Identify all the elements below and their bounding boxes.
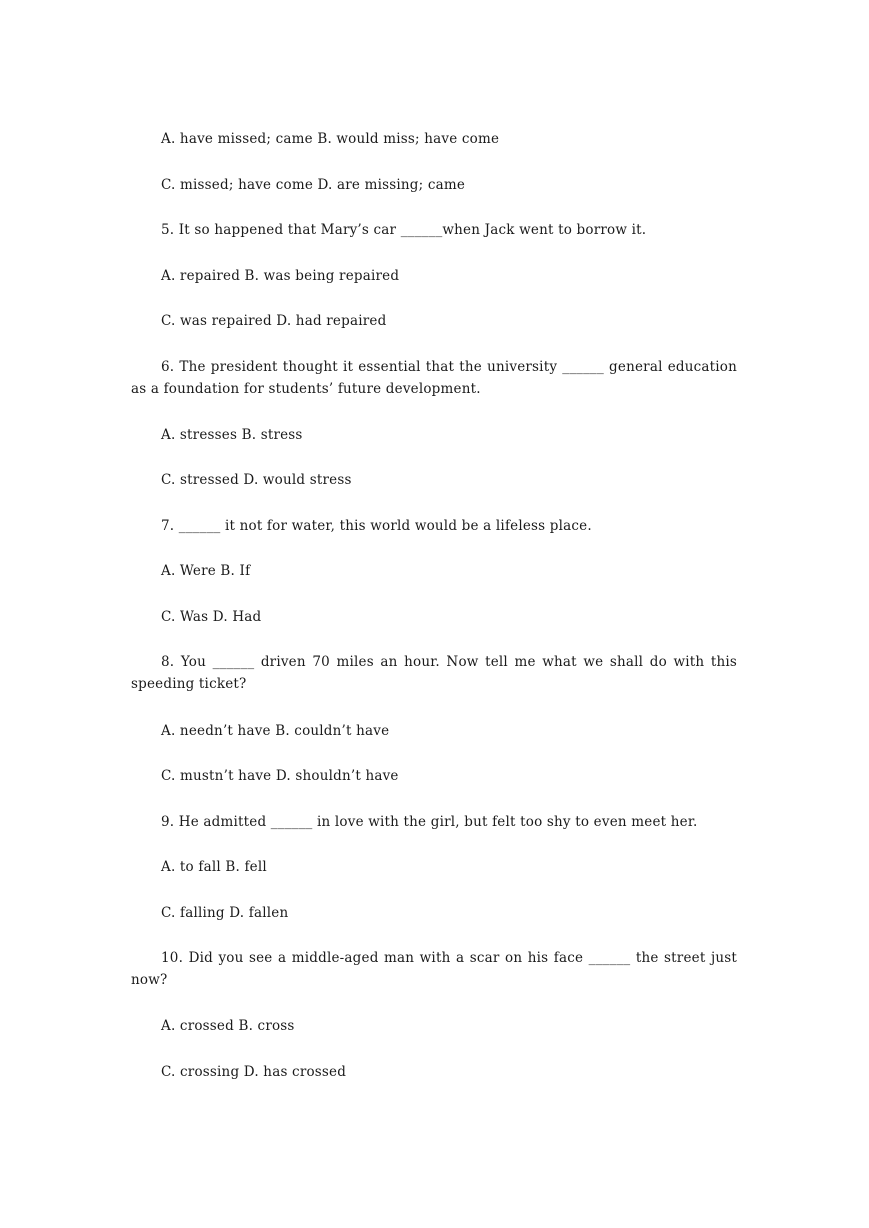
q6-options-ab: A. stresses B. stress [161, 427, 303, 443]
q5-options-cd: C. was repaired D. had repaired [161, 313, 387, 329]
q7-options-ab: A. Were B. If [161, 563, 251, 579]
question-5: 5. It so happened that Mary’s car ______when Jack went to borrow it. [161, 222, 647, 238]
q4-options-ab: A. have missed; came B. would miss; have come [161, 131, 500, 147]
q8-options-cd: C. mustn’t have D. shouldn’t have [161, 768, 399, 784]
question-6: 6. The president thought it essential that the university ______ general education as a foundation for students’ future development. [131, 359, 737, 397]
q7-options-cd: C. Was D. Had [161, 609, 262, 625]
q5-options-ab: A. repaired B. was being repaired [161, 268, 400, 284]
question-7: 7. ______ it not for water, this world would be a lifeless place. [161, 518, 592, 534]
question-9: 9. He admitted ______ in love with the girl, but felt too shy to even meet her. [161, 814, 698, 830]
q10-options-cd: C. crossing D. has crossed [161, 1064, 347, 1080]
question-8: 8. You ______ driven 70 miles an hour. Now tell me what we shall do with this speeding ticket? [131, 654, 737, 692]
q8-options-ab: A. needn’t have B. couldn’t have [161, 723, 390, 739]
q4-options-cd: C. missed; have come D. are missing; came [161, 177, 466, 193]
q9-options-cd: C. falling D. fallen [161, 905, 289, 921]
question-10: 10. Did you see a middle-aged man with a scar on his face ______ the street just now? [131, 950, 737, 988]
q10-options-ab: A. crossed B. cross [161, 1018, 295, 1034]
q6-options-cd: C. stressed D. would stress [161, 472, 352, 488]
q9-options-ab: A. to fall B. fell [161, 859, 267, 875]
